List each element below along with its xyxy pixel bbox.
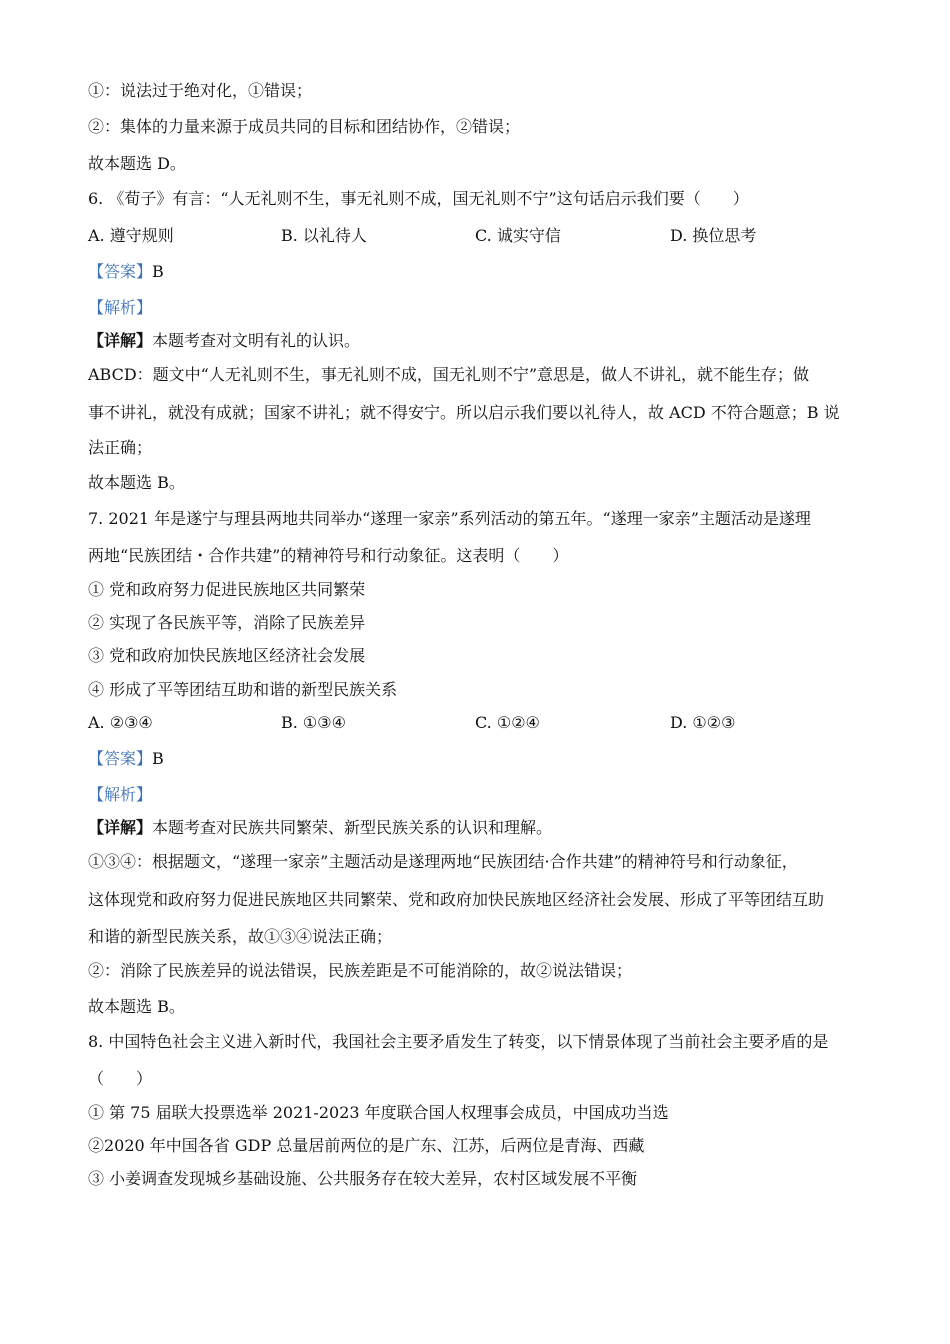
q7-explanation-line: ①③④：根据题文，“遂理一家亲”主题活动是遂理两地“民族团结·合作共建”的精神符号和行动象征，	[88, 852, 798, 871]
q6-explanation-line: 故本题选 B。	[88, 473, 185, 492]
detail-text: 本题考查对民族共同繁荣、新型民族关系的认识和理解。	[152, 818, 553, 837]
q7-statement: ② 实现了各民族平等，消除了民族差异	[88, 613, 366, 632]
q7-explanation-line: 故本题选 B。	[88, 997, 185, 1016]
q6-option-c: C. 诚实守信	[475, 226, 561, 245]
question-7-stem: 两地“民族团结・合作共建”的精神符号和行动象征。这表明（ ）	[88, 546, 569, 565]
question-8-stem: 8. 中国特色社会主义进入新时代，我国社会主要矛盾发生了转变，以下情景体现了当前社会主要矛盾的是	[88, 1032, 829, 1051]
q8-statement: ③ 小姜调查发现城乡基础设施、公共服务存在较大差异，农村区域发展不平衡	[88, 1169, 638, 1188]
answer-value: B	[152, 262, 164, 281]
q8-statement: ① 第 75 届联大投票选举 2021-2023 年度联合国人权理事会成员，中国成功当选	[88, 1103, 669, 1122]
text-line: ①：说法过于绝对化，①错误；	[88, 81, 313, 100]
q6-option-d: D. 换位思考	[670, 226, 757, 245]
q7-explanation-line: ②：消除了民族差异的说法错误，民族差距是不可能消除的，故②说法错误；	[88, 961, 633, 980]
answer-tag: 【答案】	[88, 749, 153, 768]
q6-explanation-line: ABCD：题文中“人无礼则不生，事无礼则不成，国无礼则不宁”意思是，做人不讲礼，就不能生存；做	[88, 365, 810, 384]
q6-explanation-line: 事不讲礼，就没有成就；国家不讲礼；就不得安宁。所以启示我们要以礼待人，故 ACD 不符合题意；B 说	[88, 403, 840, 422]
detail-text: 本题考查对文明有礼的认识。	[152, 331, 361, 350]
q7-option-b: B. ①③④	[281, 713, 346, 732]
q7-analysis-tag: 【解析】	[88, 785, 153, 804]
detail-tag: 【详解】	[88, 331, 153, 350]
q6-answer	[88, 262, 164, 282]
q6-option-b: B. 以礼待人	[281, 226, 367, 245]
q6-option-a: A. 遵守规则	[88, 226, 174, 245]
q7-explanation-line: 这体现党和政府努力促进民族地区共同繁荣、党和政府加快民族地区经济社会发展、形成了平等团结互助	[88, 890, 825, 909]
q7-option-c: C. ①②④	[475, 713, 540, 732]
text-line: 故本题选 D。	[88, 154, 186, 173]
q7-answer	[88, 749, 164, 769]
question-8-stem: （ ）	[88, 1069, 153, 1088]
detail-tag: 【详解】	[88, 818, 153, 837]
q7-option-a: A. ②③④	[88, 713, 153, 732]
question-6-stem: 6. 《荀子》有言：“人无礼则不生，事无礼则不成，国无礼则不宁”这句话启示我们要（ ）	[88, 189, 749, 208]
q8-statement: ②2020 年中国各省 GDP 总量居前两位的是广东、江苏，后两位是青海、西藏	[88, 1136, 645, 1155]
answer-tag: 【答案】	[88, 262, 153, 281]
question-7-stem: 7. 2021 年是遂宁与理县两地共同举办“遂理一家亲”系列活动的第五年。“遂理一家亲”主题活动是遂理	[88, 509, 811, 528]
q7-statement: ③ 党和政府加快民族地区经济社会发展	[88, 646, 366, 665]
q7-statement: ④ 形成了平等团结互助和谐的新型民族关系	[88, 680, 398, 699]
q7-option-d: D. ①②③	[670, 713, 736, 732]
q6-analysis-tag: 【解析】	[88, 298, 153, 317]
q6-detail	[88, 331, 360, 351]
q7-explanation-line: 和谐的新型民族关系，故①③④说法正确；	[88, 927, 393, 946]
text-line: ②：集体的力量来源于成员共同的目标和团结协作，②错误；	[88, 117, 521, 136]
answer-value: B	[152, 749, 164, 768]
q6-explanation-line: 法正确；	[88, 438, 153, 457]
q7-detail	[88, 818, 552, 838]
q7-statement: ① 党和政府努力促进民族地区共同繁荣	[88, 580, 366, 599]
